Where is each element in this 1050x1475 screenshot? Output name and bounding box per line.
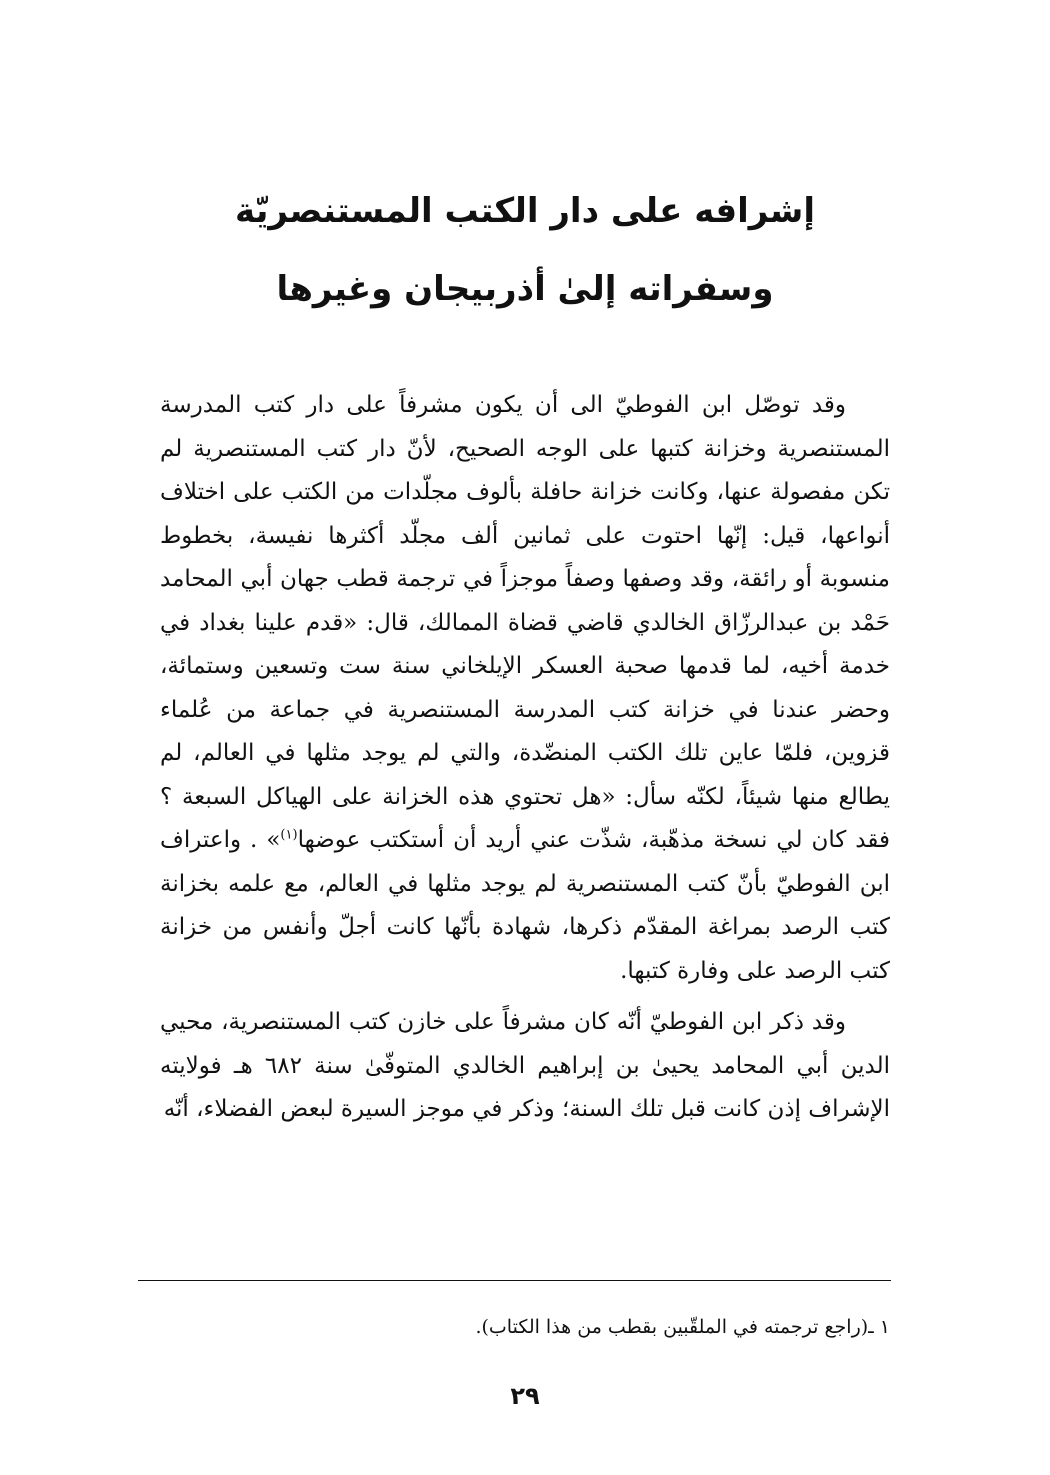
title-line-2: وسفراته إلىٰ أذربيجان وغيرها [276, 269, 774, 309]
paragraph-1-text-a: وقد توصّل ابن الفوطيّ الى أن يكون مشرفاً على دار كتب المدرسة المستنصرية وخزانة كتبها على الوجه الصحيح، لأنّ دار كتب المستنصرية لم تكن مفصولة عنها، وكانت خزانة حافلة بألوف مجلّدات من الكتب على اختلاف أنواعها، قيل: إنّها احتوت على ثمانين ألف مجلّد أكثرها نفيسة، بخطوط منسوبة أو رائقة، وقد وصفها وصفاً موجزاً في ترجمة قطب جهان أبي المحامد حَمْد بن عبدالرزّاق الخالدي قاضي قضاة الممالك، قال: «قدم علينا بغداد في خدمة أخيه، لما قدمها صحبة العسكر الإيلخاني سنة ست وتسعين وستمائة، وحضر عندنا في خزانة كتب المدرسة المستنصرية في جماعة من عُلماء قزوين، فلمّا عاين تلك الكتب المنضّدة، والتي لم يوجد مثلها في العالم، لم يطالع منها شيئاً، لكنّه سأل: «هل تحتوي هذه الخزانة على الهياكل السبعة ؟ فقد كان لي نسخة مذهّبة، شذّت عني أريد أن أستكتب عوضها [160, 392, 890, 853]
footnote-text: (راجع ترجمته في الملقّبين بقطب من هذا الكتاب). [475, 1316, 869, 1338]
footnote-number: ١ ـ [868, 1316, 890, 1338]
footnote [160, 1313, 890, 1341]
body-text [160, 384, 890, 1132]
chapter-title [150, 172, 900, 328]
paragraph-1 [160, 384, 890, 993]
title-line-1: إشرافه على دار الكتب المستنصريّة [235, 191, 815, 231]
paragraph-2: وقد ذكر ابن الفوطيّ أنّه كان مشرفاً على خازن كتب المستنصرية، محيي الدين أبي المحامد يحيىٰ بن إبراهيم الخالدي المتوفّىٰ سنة ٦٨٢ هـ فولايته الإشراف إذن كانت قبل تلك السنة؛ وذكر في موجز السيرة لبعض الفضلاء، أنّه [160, 1009, 890, 1122]
page-number: ٢٩ [510, 1382, 540, 1410]
footnote-reference: (١) [280, 827, 298, 843]
footnote-divider [138, 1280, 891, 1281]
paragraph-1-text-b: » . واعتراف ابن الفوطيّ بأنّ كتب المستنصرية لم يوجد مثلها في العالم، مع علمه بخزانة كتب الرصد بمراغة المقدّم ذكرها، شهادة بأنّها كانت أجلّ وأنفس من خزانة كتب الرصد على وفارة كتبها. [160, 827, 890, 984]
